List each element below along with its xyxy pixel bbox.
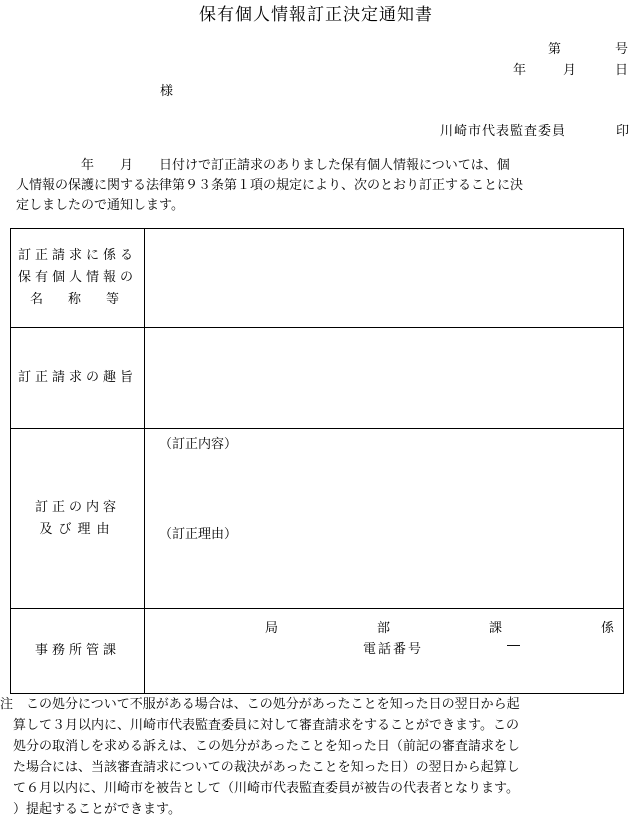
phone-label: 電話番号 — [363, 642, 424, 657]
dept-subsection: 係 — [601, 621, 615, 636]
label-correction-purpose: 訂正請求の趣旨 — [11, 328, 145, 429]
number-prefix: 第 — [548, 42, 562, 57]
issuer-name: 川崎市代表監査委員 — [440, 124, 567, 139]
document-title: 保有個人情報訂正決定通知書 — [199, 5, 433, 25]
date-day: 日 — [614, 63, 628, 78]
note-line: ）提起することができます。 — [0, 802, 181, 817]
field-correction-purpose[interactable] — [145, 328, 624, 429]
body-line: 年 月 日付けで訂正請求のありました保有個人情報については、個 — [16, 158, 510, 173]
number-suffix: 号 — [614, 42, 628, 57]
recipient-suffix: 様 — [160, 84, 174, 99]
field-responsible-office[interactable] — [145, 609, 624, 694]
label-personal-info-name: 訂正請求に係る 保有個人情報の 名 称 等 — [11, 229, 145, 328]
dept-bureau: 局 — [265, 621, 279, 636]
row-correction-content-reason — [11, 429, 624, 609]
label-responsible-office: 事務所管課 — [11, 609, 145, 694]
appeal-note — [0, 694, 632, 820]
note-line: 算して３月以内に、川崎市代表監査委員に対して審査請求をすることができます。この — [0, 718, 519, 733]
date-month: 月 — [563, 63, 577, 78]
body-line: 定しましたので通知します。 — [16, 198, 184, 213]
field-correction-content-reason[interactable] — [145, 429, 624, 609]
note-line: 注 この処分について不服がある場合は、この処分があったことを知った日の翌日から起 — [0, 697, 520, 712]
date-year: 年 — [513, 63, 527, 78]
issuer — [440, 120, 631, 139]
seal-mark: 印 — [616, 124, 631, 139]
correction-content-label: （訂正内容） — [159, 437, 238, 452]
correction-form-table — [10, 228, 624, 694]
note-line: て６月以内に、川崎市を被告として（川崎市代表監査委員が被告の代表者となります。 — [0, 781, 519, 796]
row-responsible-office — [11, 609, 624, 694]
dept-section: 課 — [489, 621, 503, 636]
row-personal-info-name — [11, 229, 624, 328]
field-personal-info-name[interactable] — [145, 229, 624, 328]
note-line: た場合には、当該審査請求についての裁決があったことを知った日）の翌日から起算し — [0, 760, 520, 775]
label-correction-content-reason: 訂正の内容 及び理由 — [11, 429, 145, 609]
body-paragraph — [16, 156, 630, 216]
row-correction-purpose — [11, 328, 624, 429]
dept-department: 部 — [377, 621, 391, 636]
note-line: 処分の取消しを求める訴えは、この処分があったことを知った日（前記の審査請求をし — [0, 739, 520, 754]
phone-separator: ― — [507, 638, 520, 653]
body-line: 人情報の保護に関する法律第９３条第１項の規定により、次のとおり訂正することに決 — [16, 178, 524, 193]
correction-reason-label: （訂正理由） — [159, 527, 238, 542]
